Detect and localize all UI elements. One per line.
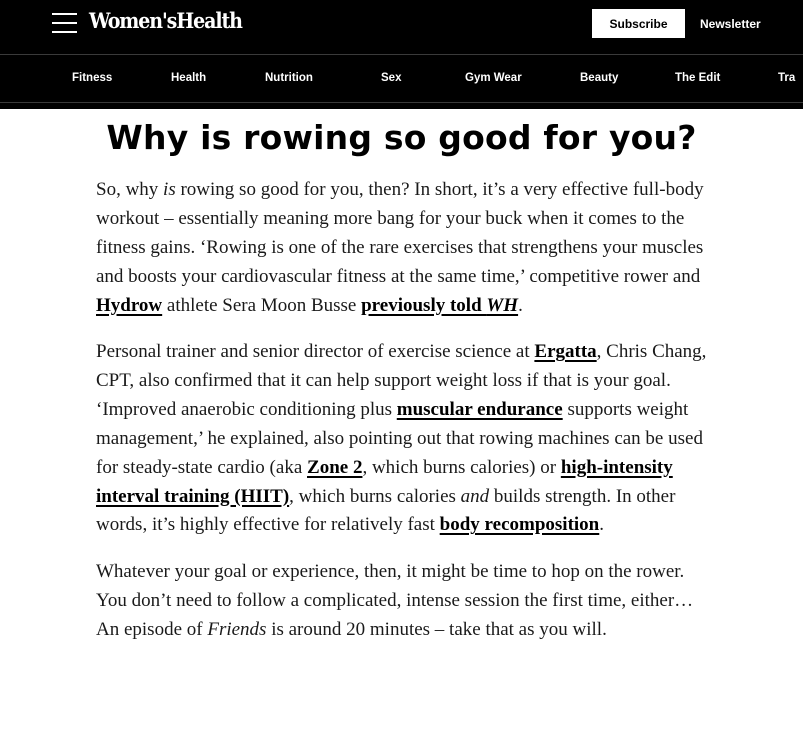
paragraph-2 (96, 338, 711, 540)
paragraph-3 (96, 558, 711, 645)
emphasis: Friends (207, 618, 267, 640)
nav-item-nutrition[interactable]: Nutrition (265, 72, 313, 84)
emphasis: is (163, 179, 176, 200)
nav-item-the-edit[interactable]: The Edit (675, 72, 721, 84)
top-header-bar (0, 0, 803, 55)
nav-item-fitness[interactable]: Fitness (72, 72, 113, 84)
link-emphasis: WH (486, 294, 519, 316)
text: rowing so good for you, then? In short, it’s a very effective full-body workout – essentially meaning more bang for your buck when it comes to the fitness gains. ‘Rowing is one of the rare exercises that strengthens your muscles and boosts your cardiovascular fitness at the same time,’ competitive rower and (96, 179, 704, 287)
emphasis: and (460, 485, 490, 507)
nav-item-sex[interactable]: Sex (381, 72, 402, 84)
article-body (96, 176, 711, 662)
text: , Chris Chang, CPT, also confirmed that it can help support weight loss if that is your goal. ‘Improved anaerobic conditioning plus (96, 341, 707, 420)
muscular-endurance-link[interactable]: muscular endurance (396, 398, 563, 420)
newsletter-link[interactable]: Newsletter (700, 17, 761, 31)
text: supports weight management,’ he explained, also pointing out that rowing machines can be used for steady-state cardio (aka (96, 398, 703, 478)
ergatta-link[interactable]: Ergatta (534, 341, 597, 363)
subscribe-button[interactable]: Subscribe (592, 9, 685, 38)
text: Personal trainer and senior director of exercise science at (96, 341, 535, 363)
text: Whatever your goal or experience, then, it might be time to hop on the rower. You don’t need to follow a complicated, intense session the first time, either… An episode of (96, 560, 694, 640)
section-heading: Why is rowing so good for you? (106, 118, 697, 157)
text: athlete Sera Moon Busse (162, 294, 362, 316)
nav-item-truncated[interactable]: Tra (778, 72, 796, 84)
body-recomposition-link[interactable]: body recomposition (439, 514, 600, 536)
text: . (599, 514, 605, 536)
zone-2-link[interactable]: Zone 2 (307, 456, 363, 478)
nav-item-health[interactable]: Health (171, 72, 207, 84)
hydrow-link[interactable]: Hydrow (96, 294, 163, 316)
text: builds strength. In other words, it’s highly effective for relatively fast (96, 485, 676, 536)
nav-item-gym-wear[interactable]: Gym Wear (465, 72, 522, 84)
text: . (518, 294, 523, 316)
paragraph-1 (96, 176, 711, 321)
section-nav (0, 55, 803, 103)
nav-item-beauty[interactable]: Beauty (580, 72, 619, 84)
text: So, why (96, 179, 164, 200)
previously-told-link[interactable] (361, 295, 518, 316)
site-logo[interactable]: Women'sHealth (89, 9, 242, 34)
text: is around 20 minutes – take that as you will. (266, 618, 607, 640)
text: , which burns calories) or (362, 456, 561, 478)
menu-icon[interactable] (52, 12, 77, 34)
hiit-link[interactable]: high-intensity interval training (HIIT) (96, 456, 673, 507)
nav-bottom-strip (0, 103, 803, 109)
text: , which burns calories (289, 485, 461, 507)
link-text: previously told (361, 294, 487, 316)
